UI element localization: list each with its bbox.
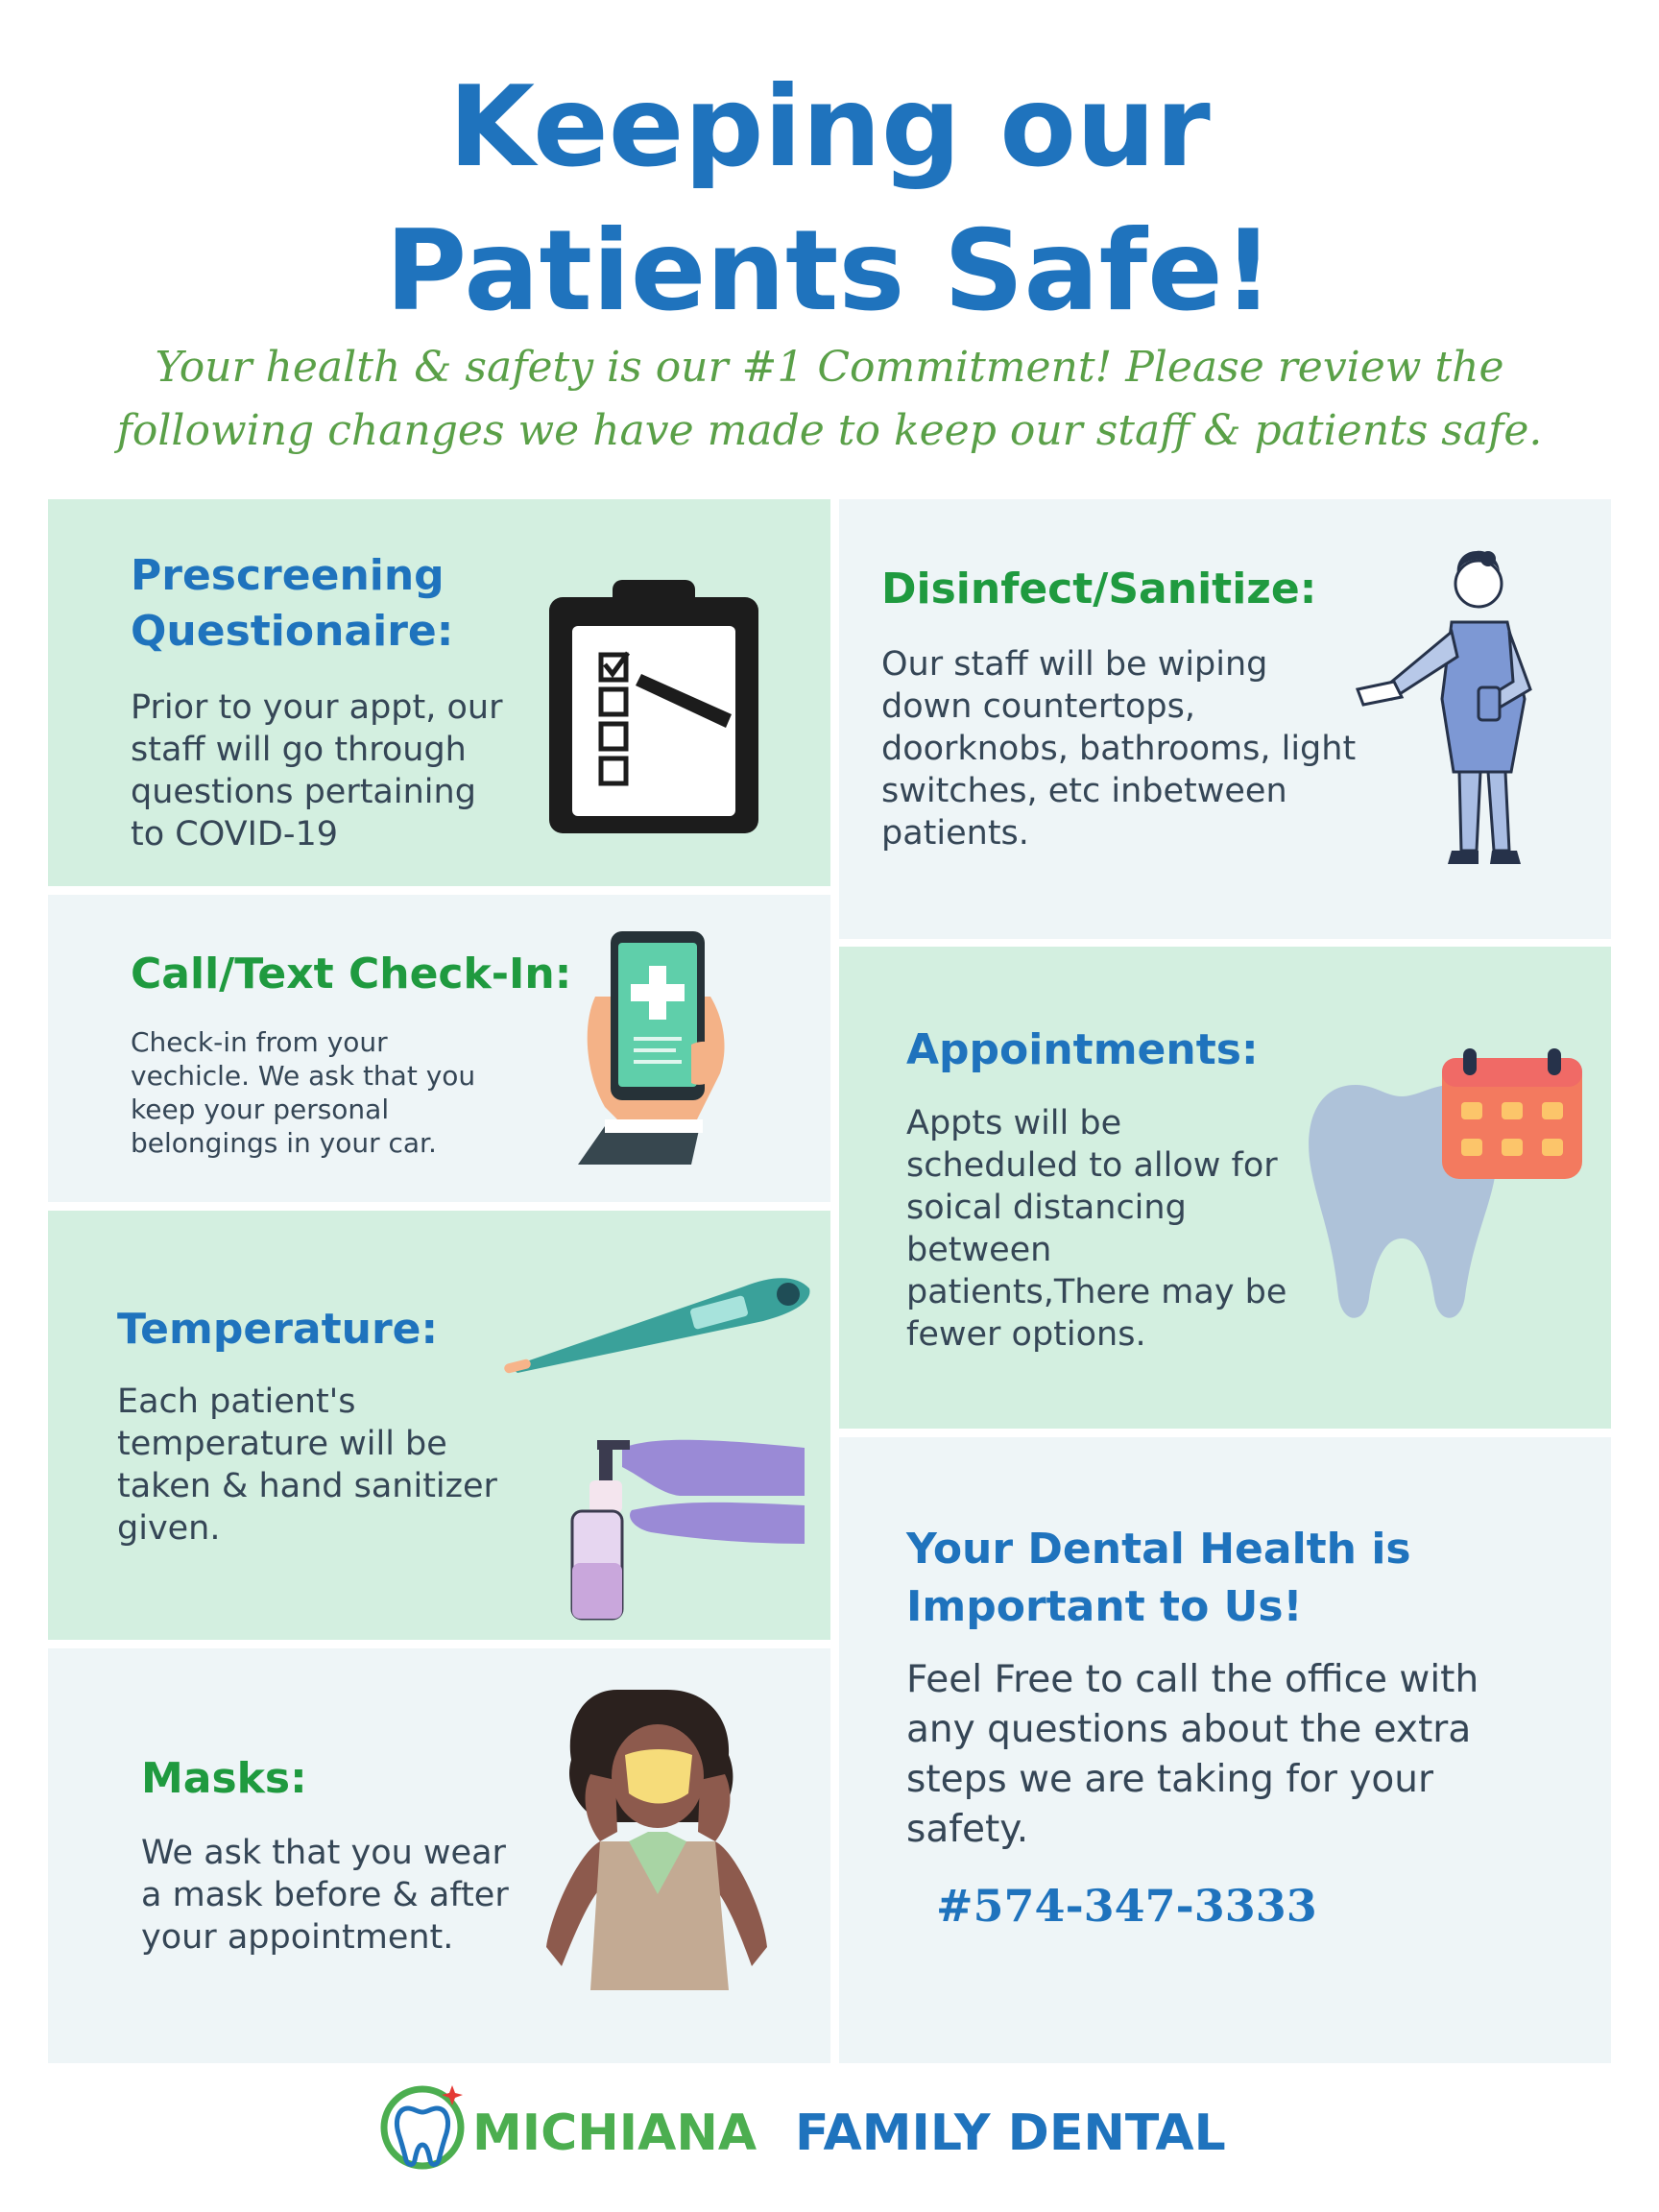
disinfect-body-line4: switches, etc inbetween [881, 772, 1287, 810]
prescreening-body-line3: questions pertaining [131, 773, 476, 811]
page-title-line2: Patients Safe! [385, 206, 1274, 336]
appointments-body-line4: between [906, 1231, 1052, 1269]
footer-brand-green: MICHIANA [472, 2104, 757, 2162]
smartphone-medical-icon [576, 929, 739, 1165]
appointments-body-line3: soical distancing [906, 1189, 1187, 1227]
disinfect-heading: Disinfect/Sanitize: [881, 565, 1317, 613]
disinfect-body-line2: down countertops, [881, 687, 1195, 726]
dental-health-heading-line1: Your Dental Health is [906, 1525, 1411, 1574]
page-title-line1: Keeping our [448, 62, 1211, 192]
appointments-heading: Appointments: [906, 1025, 1259, 1074]
temperature-body-line3: taken & hand sanitizer [117, 1467, 497, 1505]
checkin-body-line4: belongings in your car. [131, 1127, 437, 1159]
masked-woman-icon [523, 1688, 787, 1990]
phone-number[interactable]: #574-347-3333 [936, 1880, 1317, 1932]
disinfect-body-line3: doorknobs, bathrooms, light [881, 730, 1357, 768]
dental-health-body-line4: safety. [906, 1808, 1029, 1851]
appointments-body-line5: patients,There may be [906, 1273, 1287, 1311]
appointments-body-line6: fewer options. [906, 1315, 1146, 1354]
prescreening-heading-line1: Prescreening [131, 551, 445, 600]
temperature-body-line2: temperature will be [117, 1425, 447, 1463]
dental-health-body-line2: any questions about the extra [906, 1708, 1472, 1751]
dental-health-body-line3: steps we are taking for your [906, 1758, 1434, 1801]
checkin-body-line3: keep your personal [131, 1094, 390, 1125]
disinfect-body-line5: patients. [881, 814, 1029, 853]
masks-body-line3: your appointment. [141, 1918, 454, 1957]
masks-body-line2: a mask before & after [141, 1876, 509, 1914]
cleaning-staff-icon [1344, 545, 1536, 886]
tooth-logo-icon [379, 2081, 466, 2174]
tooth-calendar-icon [1298, 1046, 1586, 1334]
thermometer-icon [504, 1265, 816, 1376]
footer-brand-blue: FAMILY DENTAL [795, 2104, 1226, 2162]
temperature-body-line1: Each patient's [117, 1382, 356, 1421]
masks-body-line1: We ask that you wear [141, 1834, 506, 1872]
clipboard-checklist-icon [547, 578, 760, 835]
temperature-heading: Temperature: [117, 1305, 439, 1354]
appointments-body-line2: scheduled to allow for [906, 1146, 1278, 1185]
prescreening-heading-line2: Questionaire: [131, 607, 454, 656]
prescreening-body-line4: to COVID-19 [131, 815, 339, 854]
dental-health-heading-line2: Important to Us! [906, 1582, 1303, 1631]
checkin-heading: Call/Text Check-In: [131, 950, 572, 998]
subtitle-line1: Your health & safety is our #1 Commitment! Please review the [155, 343, 1504, 392]
temperature-body-line4: given. [117, 1509, 221, 1548]
subtitle-line2: following changes we have made to keep our staff & patients safe. [116, 406, 1543, 455]
hand-sanitizer-icon [565, 1419, 805, 1621]
masks-heading: Masks: [141, 1754, 307, 1803]
appointments-body-line1: Appts will be [906, 1104, 1122, 1142]
checkin-body-line1: Check-in from your [131, 1026, 388, 1058]
checkin-body-line2: vechicle. We ask that you [131, 1060, 476, 1092]
prescreening-body-line1: Prior to your appt, our [131, 688, 503, 727]
prescreening-body-line2: staff will go through [131, 731, 467, 769]
dental-health-body-line1: Feel Free to call the office with [906, 1658, 1479, 1701]
disinfect-body-line1: Our staff will be wiping [881, 645, 1268, 684]
